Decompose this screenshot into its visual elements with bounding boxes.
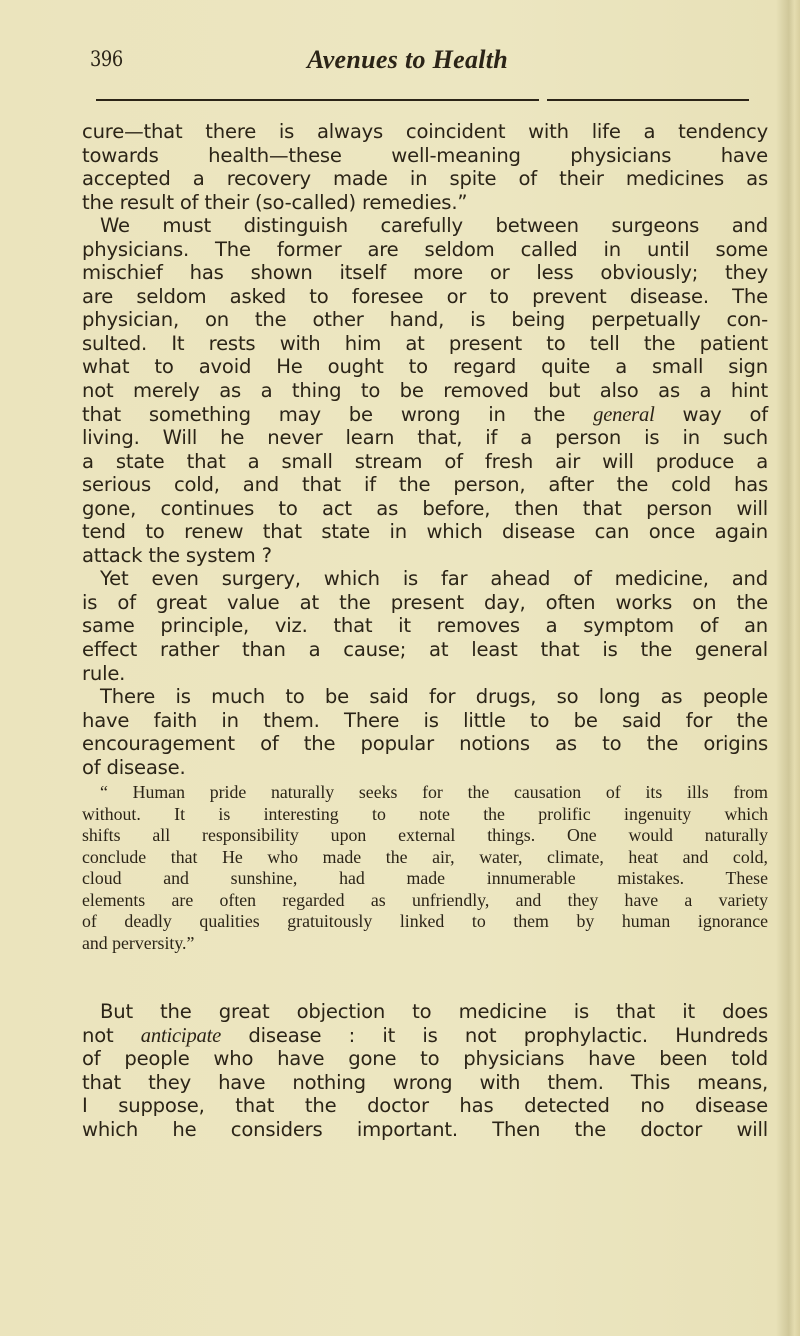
header-rule [547, 99, 749, 101]
line-text: I suppose, that the doctor has detected no disease [82, 1094, 768, 1118]
line-text: way of [654, 402, 768, 426]
italic-emphasis: anticipate [140, 1024, 222, 1047]
text-line [82, 933, 768, 955]
text-line [82, 191, 768, 215]
text-line [82, 868, 768, 890]
line-text: rule. [82, 661, 126, 685]
line-text: the result of their (so-called) remedies.” [82, 190, 468, 214]
line-text: physician, on the other hand, is being perpetually con- [82, 308, 768, 332]
line-text: same principle, viz. that it removes a symptom of an [82, 614, 768, 638]
text-line [82, 285, 768, 309]
text-line [82, 1024, 768, 1048]
line-text: that they have nothing wrong with them. This means, [82, 1070, 768, 1094]
line-text: are seldom asked to foresee or to prevent disease. The [82, 284, 768, 308]
line-text: attack the system ? [82, 543, 272, 567]
text-line [82, 520, 768, 544]
italic-emphasis: general [593, 403, 655, 426]
text-line [82, 732, 768, 756]
line-text: not merely as a thing to be removed but also as a hint [82, 379, 768, 403]
text-line [82, 614, 768, 638]
text-line [82, 308, 768, 332]
text-line [82, 450, 768, 474]
line-text: We must distinguish carefully between surgeons and [100, 214, 768, 238]
block-quotation [82, 782, 768, 954]
text-line [82, 214, 768, 238]
paragraphs-main [82, 120, 768, 779]
text-line [82, 426, 768, 450]
text-line [82, 782, 768, 804]
text-line [82, 847, 768, 869]
line-text: of deadly qualities gratuitously linked to them by human ignorance [82, 911, 768, 931]
text-line [82, 638, 768, 662]
paragraph-final [82, 1000, 768, 1141]
text-line [82, 1094, 768, 1118]
text-line [82, 1118, 768, 1142]
line-text: a state that a small stream of fresh air will produce a [82, 449, 768, 473]
text-line [82, 825, 768, 847]
line-text: disease : it is not prophylactic. Hundreds [221, 1023, 768, 1047]
text-line [82, 167, 768, 191]
text-line [82, 567, 768, 591]
text-line [82, 756, 768, 780]
line-text: Yet even surgery, which is far ahead of medicine, and [100, 567, 768, 591]
page-number: 396 [90, 47, 123, 71]
text-line [82, 144, 768, 168]
header-rule [96, 99, 539, 101]
text-line [82, 1047, 768, 1071]
text-line [82, 890, 768, 912]
text-line [82, 379, 768, 403]
text-line [82, 403, 768, 427]
line-text: cure—that there is always coincident with life a tendency [82, 120, 768, 143]
line-text: physicians. The former are seldom called in until some [82, 237, 768, 261]
line-text: not [82, 1023, 141, 1047]
line-text: mischief has shown itself more or less obviously; they [82, 261, 768, 285]
text-line [82, 804, 768, 826]
text-line [82, 1071, 768, 1095]
line-text: tend to renew that state in which disease can once again [82, 520, 768, 544]
text-line [82, 120, 768, 144]
line-text: There is much to be said for drugs, so long as people [100, 685, 768, 709]
text-line [82, 662, 768, 686]
line-text: towards health—these well-meaning physicians have [82, 143, 768, 167]
text-line [82, 591, 768, 615]
line-text: shifts all responsibility upon external things. One would naturally [82, 825, 768, 845]
line-text: encouragement of the popular notions as to the origins [82, 732, 768, 756]
line-text: conclude that He who made the air, water, climate, heat and cold, [82, 846, 768, 867]
line-text: elements are often regarded as unfriendly, and they have a variety [82, 889, 768, 910]
line-text: living. Will he never learn that, if a person is in such [82, 426, 768, 450]
text-line [82, 473, 768, 497]
text-line [82, 355, 768, 379]
text-line [82, 709, 768, 733]
running-title: Avenues to Health [307, 45, 509, 74]
text-line [82, 685, 768, 709]
line-text: of people who have gone to physicians have been told [82, 1047, 768, 1071]
line-text: cloud and sunshine, had made innumerable mistakes. These [82, 868, 768, 888]
line-text: which he considers important. Then the doctor will [82, 1117, 768, 1141]
line-text: gone, continues to act as before, then that person will [82, 496, 768, 520]
text-line [82, 911, 768, 933]
text-line [82, 497, 768, 521]
line-text: accepted a recovery made in spite of their medicines as [82, 167, 768, 191]
line-text: is of great value at the present day, often works on the [82, 590, 768, 614]
line-text: that something may be wrong in the [82, 402, 594, 426]
line-text: But the great objection to medicine is that it does [100, 1000, 768, 1023]
line-text: effect rather than a cause; at least that is the general [82, 638, 768, 662]
line-text: without. It is interesting to note the prolific ingenuity which [82, 803, 768, 824]
line-text: serious cold, and that if the person, after the cold has [82, 473, 768, 497]
line-text: “ Human pride naturally seeks for the causation of its ills from [100, 782, 768, 802]
line-text: have faith in them. There is little to be said for the [82, 708, 768, 732]
line-text: what to avoid He ought to regard quite a small sign [82, 355, 768, 379]
text-line [82, 238, 768, 262]
line-text: sulted. It rests with him at present to tell the patient [82, 331, 768, 355]
text-line [82, 1000, 768, 1024]
line-text: of disease. [82, 755, 186, 779]
text-line [82, 544, 768, 568]
text-line [82, 332, 768, 356]
line-text: and perversity.” [82, 932, 195, 953]
text-line [82, 261, 768, 285]
